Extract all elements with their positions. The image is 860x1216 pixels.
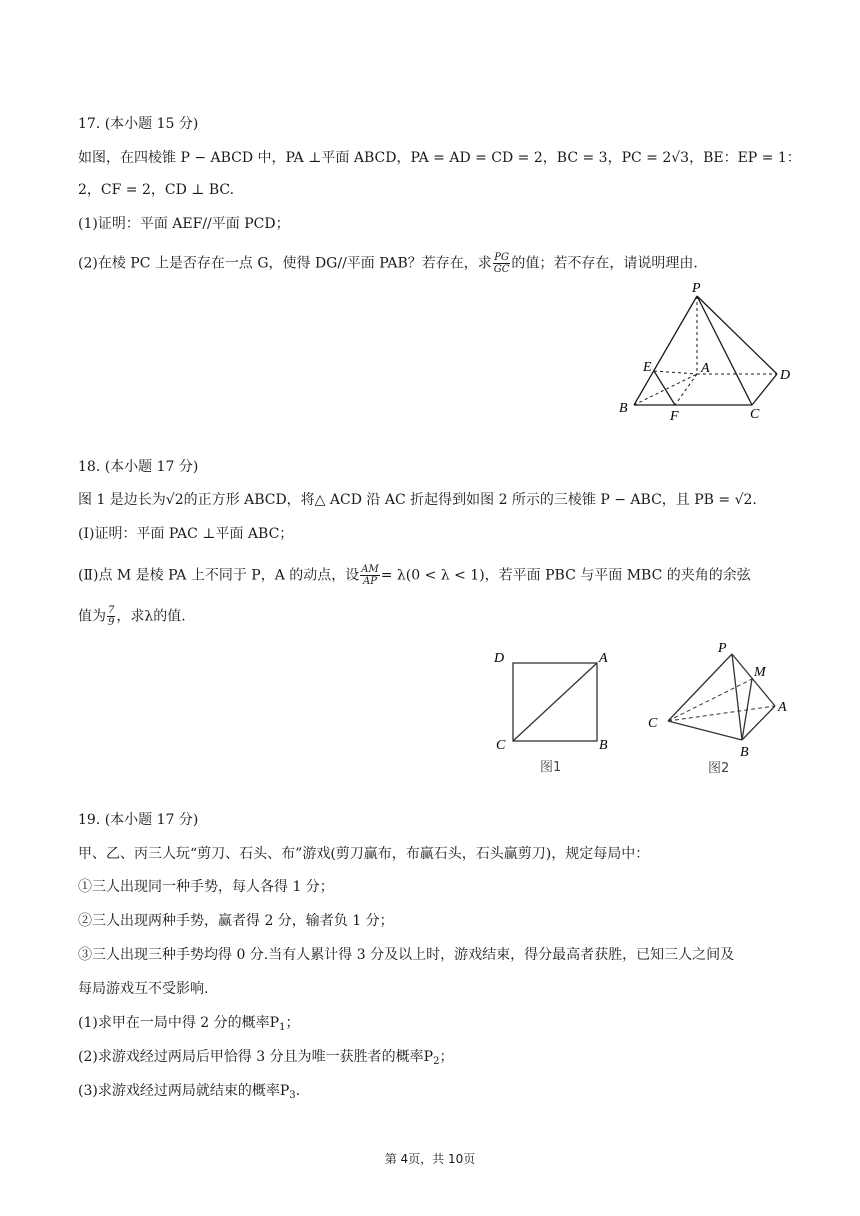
q18-fraction-7-9 <box>107 605 115 628</box>
fig1-caption: 图1 <box>540 760 562 775</box>
q19-part3 <box>78 1081 300 1106</box>
q18-figure1-square <box>488 645 618 780</box>
q17-label-d: D <box>780 368 791 383</box>
q17-fraction <box>493 252 511 275</box>
q19-part1-text: (1)求甲在一局中得 2 分的概率P <box>78 1015 280 1031</box>
q17-intro-line2: 2，CF = 2，CD ⊥ BC. <box>78 182 235 198</box>
q17-label-c: C <box>750 407 760 422</box>
q18-part2-cont <box>78 605 186 628</box>
q19-part3-end: . <box>295 1083 301 1099</box>
q18-fraction-den: AP <box>363 576 377 587</box>
q18-part2-c-text-b: ，求λ的值. <box>116 608 186 625</box>
q18-figure2-pyramid <box>640 634 800 780</box>
q18-intro: 图 1 是边长为√2的正方形 ABCD，将△ ACD 沿 AC 折起得到如图 2 所示的三棱锥 P − ABC，且 PB = √2. <box>78 492 757 508</box>
q17-fraction-num: PG <box>494 252 509 263</box>
q19-rule3-line1: ③三人出现三种手势均得 0 分.当有人累计得 3 分及以上时，游戏结束，得分最高者获胜，已知三人之间及 <box>78 947 735 963</box>
q19-part2-sub: 2 <box>433 1056 440 1067</box>
q19-part1-end: ； <box>285 1015 300 1031</box>
fig2-label-a: A <box>778 700 787 715</box>
fig2-caption: 图2 <box>708 761 730 776</box>
fig2-label-p: P <box>718 641 727 656</box>
q19-part2-end: ； <box>439 1049 454 1065</box>
page-footer: 第 4页，共 10页 <box>384 1152 476 1166</box>
fig2-label-m: M <box>754 665 766 680</box>
q18-part2-text-a: (Ⅱ)点 M 是棱 PA 上不同于 P，A 的动点，设 <box>78 567 360 584</box>
q19-part3-sub: 3 <box>289 1090 296 1101</box>
q18-fraction-num: AM <box>361 564 379 575</box>
q17-label-e: E <box>643 360 652 375</box>
q18-fraction2-den: 9 <box>108 617 115 628</box>
fig2-label-b: B <box>740 745 749 760</box>
fig1-label-d: D <box>494 651 505 666</box>
q19-part1-sub: 1 <box>279 1022 286 1033</box>
q19-intro: 甲、乙、丙三人玩“剪刀、石头、布”游戏(剪刀赢布，布赢石头，石头赢剪刀)，规定每局中： <box>78 846 650 862</box>
q17-part2-text-b: 的值；若不存在，请说明理由. <box>511 255 698 272</box>
q17-fraction-den: GC <box>493 264 510 275</box>
q19-rule2: ②三人出现两种手势，赢者得 2 分，输者负 1 分； <box>78 913 394 929</box>
q18-fraction2-num: 7 <box>108 605 115 616</box>
fig1-label-a: A <box>599 651 608 666</box>
q19-part2-text: (2)求游戏经过两局后甲恰得 3 分且为唯一获胜者的概率P <box>78 1049 434 1065</box>
q17-intro-line1: 如图，在四棱锥 P − ABCD 中，PA ⊥平面 ABCD，PA = AD = CD = 2，BC = 3，PC = 2√3，BE：EP = 1： <box>78 150 801 166</box>
q17-part2 <box>78 252 698 275</box>
q19-part1 <box>78 1013 299 1038</box>
q17-part2-text-a: (2)在棱 PC 上是否存在一点 G，使得 DG//平面 PAB？若存在，求 <box>78 255 492 272</box>
q18-header: 18. (本小题 17 分) <box>78 459 199 475</box>
fig1-label-c: C <box>496 738 506 753</box>
q17-pyramid-figure <box>612 278 802 423</box>
q17-label-a: A <box>701 361 710 376</box>
q17-label-b: B <box>619 401 628 416</box>
q18-part2-text-b: = λ(0 < λ < 1)，若平面 PBC 与平面 MBC 的夹角的余弦 <box>380 567 751 584</box>
q19-part2 <box>78 1047 453 1072</box>
q19-rule1: ①三人出现同一种手势，每人各得 1 分； <box>78 879 334 895</box>
q19-part3-text: (3)求游戏经过两局就结束的概率P <box>78 1083 290 1099</box>
q17-label-f: F <box>670 409 679 423</box>
q18-fraction-am-ap <box>360 564 379 587</box>
q18-part2 <box>78 564 751 587</box>
fig1-label-b: B <box>599 738 608 753</box>
q17-header: 17. (本小题 15 分) <box>78 116 199 132</box>
q18-part1: (Ⅰ)证明：平面 PAC ⊥平面 ABC； <box>78 526 294 542</box>
q19-header: 19. (本小题 17 分) <box>78 812 199 828</box>
q17-label-p: P <box>692 281 701 296</box>
fig2-label-c: C <box>648 716 658 731</box>
q18-part2-c-text-a: 值为 <box>78 608 106 625</box>
q17-part1: (1)证明：平面 AEF//平面 PCD； <box>78 216 290 232</box>
q19-rule3-line2: 每局游戏互不受影响. <box>78 981 209 997</box>
